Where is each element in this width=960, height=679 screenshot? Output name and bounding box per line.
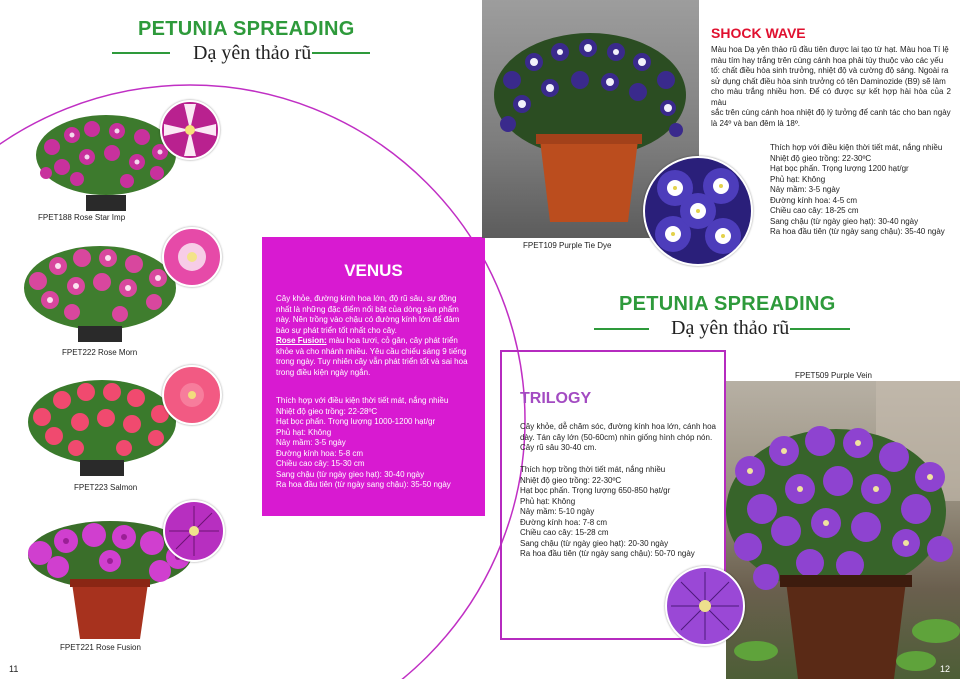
trilogy-photo (726, 381, 960, 679)
shock-wave-spec-line: Phủ hạt: Không (770, 174, 826, 184)
product-closeup-rose-morn (162, 227, 222, 287)
product-closeup-rose-star-imp (160, 100, 220, 160)
shock-wave-desc-line: Màu hoa Dạ yên thảo rũ đầu tiên được lai tạo từ hạt. Màu hoa Tí lệ (711, 45, 949, 54)
page-number-left: 11 (9, 664, 19, 674)
venus-desc-line: này. Nên trồng vào chậu có đường kính lớn để đảm (276, 315, 460, 324)
page-number-right: 12 (940, 664, 951, 674)
venus-spec-line: Sang chậu (từ ngày gieo hạt): 30-40 ngày (276, 469, 425, 479)
venus-desc-line: bảo sự phát triển tốt nhất cho cây. (276, 325, 397, 335)
trilogy-spec-line: Đường kính hoa: 7-8 cm (520, 517, 608, 527)
shock-wave-spec-line: Nảy mầm: 3-5 ngày (770, 185, 840, 194)
trilogy-spec-line: Nhiệt độ gieo trồng: 22-30ºC (520, 475, 622, 485)
venus-spec-line: Nhiệt độ gieo trồng: 22-28ºC (276, 406, 378, 416)
trilogy-spec-line: Phủ hạt: Không (520, 496, 576, 506)
trilogy-title: TRILOGY (520, 390, 592, 407)
venus-specs (276, 396, 476, 491)
venus-spec-line: Chiều cao cây: 15-30 cm (276, 459, 365, 468)
trilogy-spec-line: Sang chậu (từ ngày gieo hạt): 20-30 ngày (520, 538, 669, 548)
rose-fusion-line: trong ngày. Tuy nhiên cây vẫn phát triển tốt và sai hoa (276, 357, 468, 366)
trilogy-photo-caption: FPET509 Purple Vein (795, 371, 872, 380)
left-header-line-right (312, 52, 370, 54)
venus-description (276, 294, 476, 378)
right-header-title: PETUNIA SPREADING (619, 293, 836, 315)
product-photo-salmon (24, 372, 180, 478)
shock-wave-desc-line: sắc trên cùng cánh hoa nhiệt độ lý tưởng để canh tác cho ban ngày (711, 108, 951, 117)
venus-panel (262, 237, 485, 516)
venus-spec-line: Thích hợp với điều kiện thời tiết mát, nắng nhiều (276, 396, 449, 405)
rose-fusion-line: trong điều kiện ngày ngắn. (276, 367, 371, 377)
venus-desc-line: nhất là những đặc điểm nổi bật của dòng sản phẩm (276, 304, 459, 314)
right-header-subtitle: Dạ yên thảo rũ (671, 317, 790, 339)
product-caption: FPET221 Rose Fusion (60, 643, 141, 652)
right-header-line-right (790, 328, 850, 330)
product-closeup-rose-fusion (163, 500, 225, 562)
right-header-line-left (594, 328, 649, 330)
venus-desc-line: Cây khỏe, đường kính hoa lớn, độ rũ sâu, sự đồng (276, 294, 457, 303)
shock-wave-desc-line: tố: chất điều hòa sinh trưởng, nhiệt độ và cường độ sáng. Ngoài ra (711, 66, 949, 75)
venus-spec-line: Ra hoa đầu tiên (từ ngày sang chậu): 35-50 ngày (276, 480, 451, 489)
trilogy-spec-line: Thích hợp trồng thời tiết mát, nắng nhiều (520, 465, 666, 474)
shock-wave-spec-line: Đường kính hoa: 4-5 cm (770, 195, 858, 205)
rose-fusion-line: khỏe và cho nhánh nhiều. Yêu cầu chiếu sáng 9 tiếng (276, 346, 467, 356)
shock-wave-desc-line: là 24º và ban đêm là 18º. (711, 118, 801, 128)
shock-wave-spec-line: Thích hợp với điều kiện thời tiết mát, nắng nhiều (770, 143, 943, 152)
trilogy-desc-line: dày. Tán cây lớn (50-60cm) nhìn giống hình chóp nón. (520, 432, 713, 442)
product-photo-rose-star-imp (32, 107, 180, 213)
shock-wave-specs (770, 143, 952, 238)
product-caption: FPET188 Rose Star Imp (38, 213, 126, 222)
shock-wave-closeup (643, 156, 753, 266)
product-photo-rose-morn (20, 236, 180, 344)
rose-fusion-label: Rose Fusion: (276, 336, 327, 345)
shock-wave-spec-line: Hạt bọc phấn. Trọng lượng 1200 hạt/gr (770, 164, 909, 173)
shock-wave-desc-line: màu tím hay trắng trên cùng cánh hoa phải tùy thuộc vào các yếu (711, 55, 944, 65)
shock-wave-desc-line: cho màu trắng nhiều hơn. Để có được sự kết hợp hài hòa của 2 màu (711, 87, 951, 107)
shock-wave-spec-line: Chiều cao cây: 18-25 cm (770, 206, 859, 215)
trilogy-description (520, 422, 725, 454)
trilogy-closeup (665, 566, 745, 646)
rose-fusion-line: màu hoa tươi, cỏ gân, cây phát triển (326, 336, 458, 345)
product-closeup-salmon (162, 365, 222, 425)
trilogy-desc-line: Cây rũ sâu 30-40 cm. (520, 443, 597, 452)
venus-spec-line: Đường kính hoa: 5-8 cm (276, 448, 364, 458)
product-caption: FPET223 Salmon (74, 483, 138, 492)
trilogy-spec-line: Ra hoa đầu tiên (từ ngày sang chậu): 50-70 ngày (520, 549, 695, 558)
venus-spec-line: Nảy mầm: 3-5 ngày (276, 438, 346, 447)
venus-title: VENUS (344, 261, 403, 280)
shock-wave-spec-line: Nhiệt độ gieo trồng: 22-30ºC (770, 153, 872, 163)
shock-wave-spec-line: Ra hoa đầu tiên (từ ngày sang chậu): 35-40 ngày (770, 227, 945, 236)
venus-spec-line: Phủ hạt: Không (276, 427, 332, 437)
trilogy-spec-line: Hạt bọc phấn. Trọng lượng 650-850 hạt/gr (520, 486, 671, 495)
shock-wave-spec-line: Sang chậu (từ ngày gieo hạt): 30-40 ngày (770, 216, 919, 226)
shock-wave-title: SHOCK WAVE (711, 25, 806, 41)
left-header-subtitle: Dạ yên thảo rũ (193, 42, 312, 64)
product-caption: FPET222 Rose Morn (62, 348, 138, 357)
shock-wave-desc-line: sử dụng chất điều hòa sinh trưởng có tên Daminozide (B9) sẽ làm (711, 76, 946, 86)
left-header-title: PETUNIA SPREADING (138, 18, 355, 40)
trilogy-desc-line: Cây khỏe, dễ chăm sóc, đường kính hoa lớn, cánh hoa (520, 422, 716, 431)
trilogy-specs (520, 465, 725, 560)
left-header-line-left (112, 52, 170, 54)
trilogy-spec-line: Nảy mầm: 5-10 ngày (520, 507, 595, 516)
trilogy-spec-line: Chiều cao cây: 15-28 cm (520, 528, 609, 537)
shock-wave-photo-caption: FPET109 Purple Tie Dye (523, 241, 612, 250)
venus-spec-line: Hạt bọc phấn. Trọng lượng 1000-1200 hạt/gr (276, 417, 436, 426)
shock-wave-description (711, 45, 951, 129)
